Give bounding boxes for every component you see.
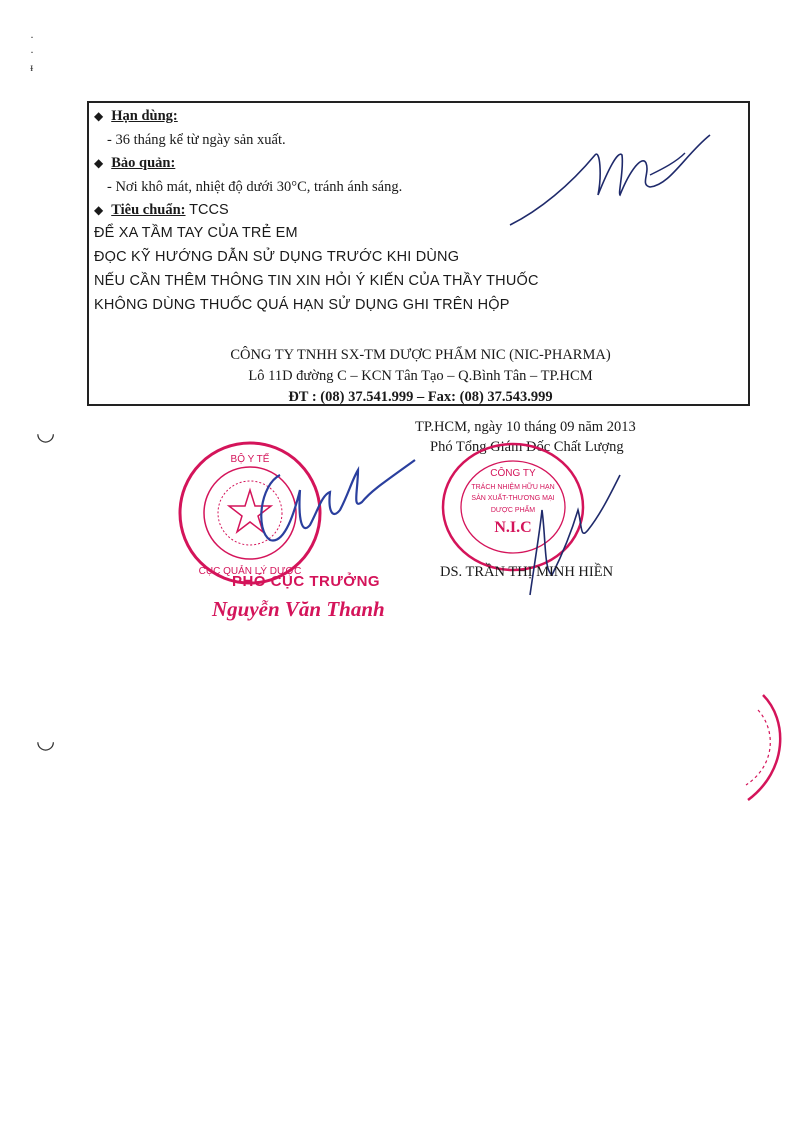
company-name: CÔNG TY TNHH SX-TM DƯỢC PHẨM NIC (NIC-PHARMA) bbox=[230, 347, 611, 363]
company-stamp-line: CÔNG TY bbox=[490, 468, 536, 479]
warning-line: ĐỌC KỸ HƯỚNG DẪN SỬ DỤNG TRƯỚC KHI DÙNG bbox=[94, 249, 460, 265]
right-signer-name: DS. TRẦN THỊ MINH HIỀN bbox=[440, 564, 614, 580]
stamp-left-top-text: BỘ Y TẾ bbox=[230, 454, 270, 465]
place-date: TP.HCM, ngày 10 tháng 09 năm 2013 bbox=[415, 419, 636, 435]
company-address: Lô 11D đường C – KCN Tân Tạo – Q.Bình Tân – TP.HCM bbox=[248, 368, 593, 384]
storage-row bbox=[94, 154, 175, 172]
expiry-text: - 36 tháng kể từ ngày sản xuất. bbox=[107, 132, 286, 148]
diamond-bullet-icon: ◆ bbox=[94, 109, 104, 123]
company-stamp-line: DƯỢC PHẨM bbox=[490, 507, 536, 514]
company-stamp-line: N.I.C bbox=[494, 519, 532, 536]
margin-dots: · · ᵻ bbox=[30, 30, 34, 74]
punch-mark-top: ◡ bbox=[36, 420, 56, 445]
storage-text: - Nơi khô mát, nhiệt độ dưới 30°C, tránh ánh sáng. bbox=[107, 179, 403, 195]
warning-line: NẾU CẦN THÊM THÔNG TIN XIN HỎI Ý KIẾN CỦA THẦY THUỐC bbox=[94, 273, 539, 289]
expiry-row bbox=[94, 107, 178, 125]
company-stamp-line: SẢN XUẤT-THƯƠNG MẠI bbox=[471, 495, 555, 502]
storage-label: Bảo quản: bbox=[111, 155, 176, 171]
company-phone: ĐT : (08) 37.541.999 – Fax: (08) 37.543.999 bbox=[288, 389, 553, 405]
left-signer-name: Nguyễn Văn Thanh bbox=[212, 597, 385, 621]
warning-line: KHÔNG DÙNG THUỐC QUÁ HẠN SỬ DỤNG GHI TRÊN HỘP bbox=[94, 297, 510, 313]
punch-mark-bottom: ◡ bbox=[36, 728, 56, 753]
standard-row bbox=[94, 201, 229, 219]
left-signature bbox=[240, 440, 440, 560]
initials-signature bbox=[500, 115, 730, 235]
warning-line: ĐỂ XA TẦM TAY CỦA TRẺ EM bbox=[94, 225, 298, 241]
stamp-left-bottom-text: CỤC QUẢN LÝ DƯỢC bbox=[198, 566, 302, 577]
company-stamp-line: TRÁCH NHIỆM HỮU HẠN bbox=[471, 484, 555, 491]
edge-stamp-fragment bbox=[728, 690, 800, 810]
diamond-bullet-icon: ◆ bbox=[94, 203, 104, 217]
standard-label: Tiêu chuẩn: bbox=[111, 202, 186, 218]
right-signer-title: Phó Tổng Giám Đốc Chất Lượng bbox=[430, 439, 624, 455]
expiry-label: Hạn dùng: bbox=[111, 108, 178, 124]
diamond-bullet-icon: ◆ bbox=[94, 156, 104, 170]
standard-value: TCCS bbox=[189, 202, 229, 218]
left-signer-title: PHÓ CỤC TRƯỞNG bbox=[232, 573, 381, 590]
